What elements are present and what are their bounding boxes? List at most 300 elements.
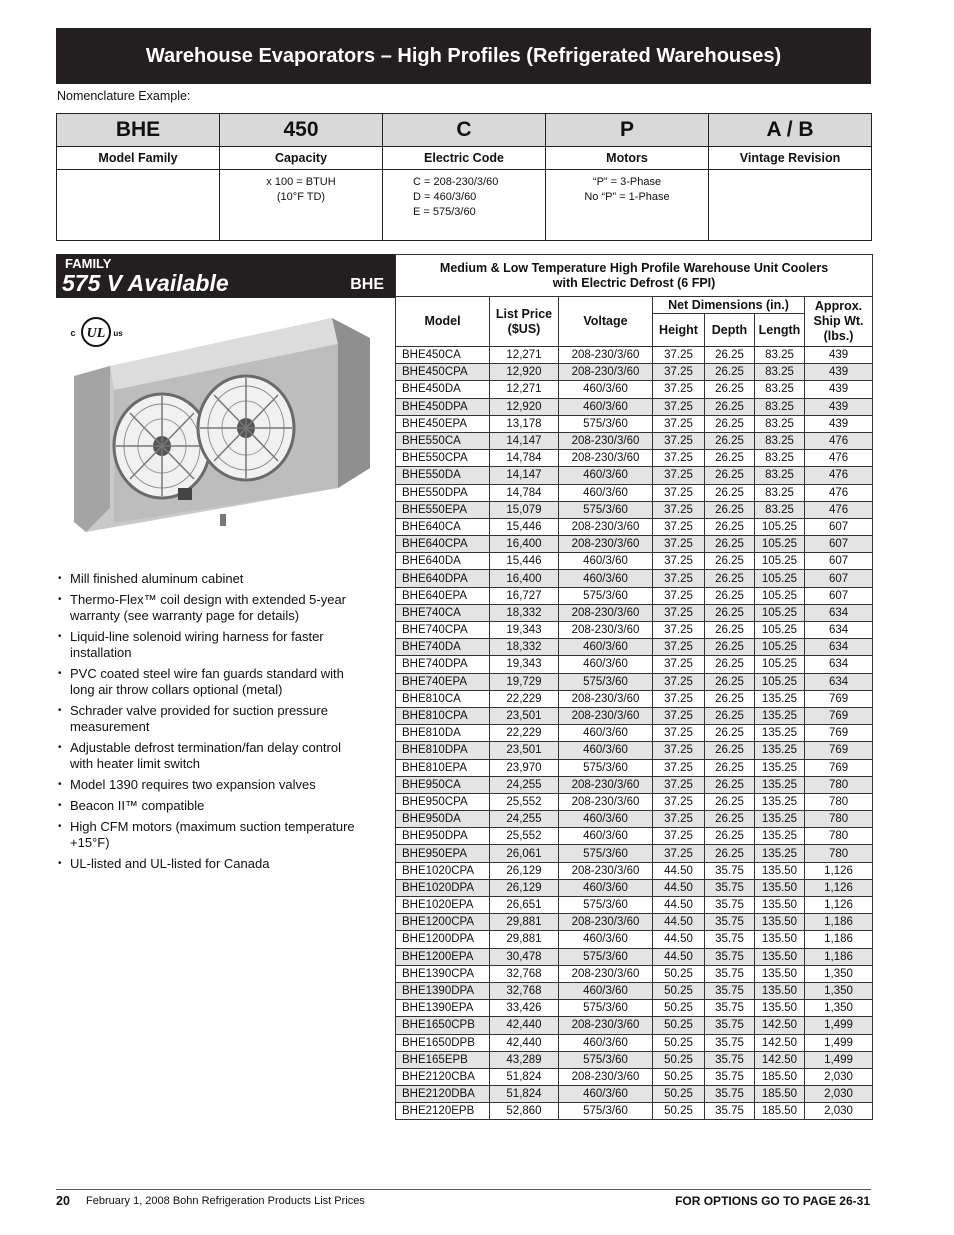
cell-depth: 26.25 <box>705 742 755 759</box>
cell-list-price: 22,229 <box>490 725 559 742</box>
feature-item: • Mill finished aluminum cabinet <box>56 571 366 587</box>
cell-ship-weight: 634 <box>805 673 873 690</box>
cell-ship-weight: 769 <box>805 759 873 776</box>
nomen-desc-vintage <box>709 170 872 241</box>
cell-ship-weight: 2,030 <box>805 1068 873 1085</box>
cell-model: BHE640EPA <box>396 587 490 604</box>
cell-length: 142.50 <box>755 1017 805 1034</box>
cell-voltage: 460/3/60 <box>559 381 653 398</box>
cell-voltage: 208-230/3/60 <box>559 776 653 793</box>
cell-ship-weight: 1,499 <box>805 1034 873 1051</box>
cell-length: 135.25 <box>755 811 805 828</box>
cell-height: 37.25 <box>653 398 705 415</box>
cell-list-price: 19,343 <box>490 656 559 673</box>
svg-text:c: c <box>70 328 76 338</box>
cell-model: BHE810CPA <box>396 707 490 724</box>
cell-model: BHE950EPA <box>396 845 490 862</box>
cell-length: 83.25 <box>755 364 805 381</box>
cell-model: BHE1200DPA <box>396 931 490 948</box>
cell-ship-weight: 769 <box>805 725 873 742</box>
cell-model: BHE1020EPA <box>396 897 490 914</box>
cell-depth: 26.25 <box>705 622 755 639</box>
cell-depth: 26.25 <box>705 776 755 793</box>
cell-height: 37.25 <box>653 364 705 381</box>
feature-item: • UL-listed and UL-listed for Canada <box>56 856 366 872</box>
cell-model: BHE1020CPA <box>396 862 490 879</box>
cell-height: 50.25 <box>653 1034 705 1051</box>
cell-height: 50.25 <box>653 982 705 999</box>
cell-model: BHE740EPA <box>396 673 490 690</box>
cell-depth: 35.75 <box>705 914 755 931</box>
feature-item: • Beacon II™ compatible <box>56 798 366 814</box>
cell-ship-weight: 439 <box>805 415 873 432</box>
cell-model: BHE810CA <box>396 690 490 707</box>
cell-list-price: 25,552 <box>490 828 559 845</box>
cell-list-price: 26,651 <box>490 897 559 914</box>
nomen-desc-motors <box>546 170 709 241</box>
cell-model: BHE950CA <box>396 776 490 793</box>
table-row <box>396 1051 873 1068</box>
cell-height: 50.25 <box>653 1103 705 1120</box>
cell-ship-weight: 607 <box>805 587 873 604</box>
cell-voltage: 460/3/60 <box>559 828 653 845</box>
cell-ship-weight: 769 <box>805 690 873 707</box>
cell-length: 135.50 <box>755 1000 805 1017</box>
table-row <box>396 622 873 639</box>
cell-length: 135.50 <box>755 914 805 931</box>
nomenclature-table <box>56 113 872 241</box>
cell-voltage: 575/3/60 <box>559 948 653 965</box>
cell-depth: 35.75 <box>705 1086 755 1103</box>
cell-depth: 35.75 <box>705 965 755 982</box>
cell-voltage: 208-230/3/60 <box>559 364 653 381</box>
cell-model: BHE550CA <box>396 432 490 449</box>
spec-table-caption <box>396 255 873 297</box>
cell-list-price: 51,824 <box>490 1068 559 1085</box>
cell-depth: 35.75 <box>705 1000 755 1017</box>
table-row <box>396 1034 873 1051</box>
cell-depth: 35.75 <box>705 879 755 896</box>
table-row <box>396 656 873 673</box>
cell-model: BHE450CA <box>396 347 490 364</box>
cell-depth: 35.75 <box>705 897 755 914</box>
feature-item: • PVC coated steel wire fan guards standard with long air throw collars optional (metal) <box>56 666 366 698</box>
cell-height: 37.25 <box>653 501 705 518</box>
cell-depth: 35.75 <box>705 862 755 879</box>
cell-model: BHE1390CPA <box>396 965 490 982</box>
cell-voltage: 460/3/60 <box>559 811 653 828</box>
cell-ship-weight: 1,126 <box>805 897 873 914</box>
nomen-code-electric: C <box>383 114 546 147</box>
cell-list-price: 14,784 <box>490 450 559 467</box>
table-row <box>396 553 873 570</box>
table-row <box>396 811 873 828</box>
cell-length: 135.50 <box>755 965 805 982</box>
cell-height: 37.25 <box>653 381 705 398</box>
cell-list-price: 51,824 <box>490 1086 559 1103</box>
cell-model: BHE550DPA <box>396 484 490 501</box>
cell-ship-weight: 780 <box>805 811 873 828</box>
cell-list-price: 16,400 <box>490 570 559 587</box>
cell-length: 135.25 <box>755 845 805 862</box>
nomen-name-vintage: Vintage Revision <box>709 147 872 170</box>
cell-list-price: 18,332 <box>490 639 559 656</box>
cell-length: 83.25 <box>755 381 805 398</box>
cell-length: 135.50 <box>755 982 805 999</box>
cell-ship-weight: 780 <box>805 776 873 793</box>
cell-list-price: 16,727 <box>490 587 559 604</box>
cell-length: 83.25 <box>755 347 805 364</box>
col-header-net-dimensions: Net Dimensions (in.) <box>653 297 805 314</box>
nomen-code-capacity: 450 <box>220 114 383 147</box>
cell-ship-weight: 607 <box>805 518 873 535</box>
cell-ship-weight: 476 <box>805 501 873 518</box>
table-row <box>396 518 873 535</box>
cell-list-price: 33,426 <box>490 1000 559 1017</box>
cell-model: BHE950DA <box>396 811 490 828</box>
cell-model: BHE640DA <box>396 553 490 570</box>
feature-item: • High CFM motors (maximum suction temperature +15°F) <box>56 819 366 851</box>
table-row <box>396 639 873 656</box>
cell-height: 37.25 <box>653 673 705 690</box>
cell-list-price: 26,061 <box>490 845 559 862</box>
cell-height: 50.25 <box>653 1051 705 1068</box>
cell-depth: 26.25 <box>705 690 755 707</box>
cell-length: 135.25 <box>755 725 805 742</box>
cell-list-price: 15,079 <box>490 501 559 518</box>
cell-height: 44.50 <box>653 931 705 948</box>
cell-list-price: 23,501 <box>490 742 559 759</box>
spec-table <box>395 254 873 1120</box>
cell-voltage: 208-230/3/60 <box>559 432 653 449</box>
cell-voltage: 575/3/60 <box>559 415 653 432</box>
cell-depth: 26.25 <box>705 604 755 621</box>
cell-length: 135.25 <box>755 707 805 724</box>
cell-height: 37.25 <box>653 450 705 467</box>
cell-depth: 26.25 <box>705 639 755 656</box>
cell-model: BHE950DPA <box>396 828 490 845</box>
nomen-desc-line: “P” = 3-Phase <box>592 176 662 188</box>
cell-list-price: 52,860 <box>490 1103 559 1120</box>
family-banner <box>56 254 395 298</box>
cell-list-price: 15,446 <box>490 553 559 570</box>
cell-list-price: 12,920 <box>490 398 559 415</box>
page-title: Warehouse Evaporators – High Profiles (Refrigerated Warehouses) <box>145 44 782 67</box>
cell-height: 37.25 <box>653 604 705 621</box>
cell-ship-weight: 1,350 <box>805 982 873 999</box>
cell-ship-weight: 607 <box>805 570 873 587</box>
cell-list-price: 29,881 <box>490 914 559 931</box>
cell-list-price: 42,440 <box>490 1034 559 1051</box>
cell-ship-weight: 1,499 <box>805 1017 873 1034</box>
cell-model: BHE450CPA <box>396 364 490 381</box>
cell-height: 37.25 <box>653 432 705 449</box>
cell-length: 105.25 <box>755 570 805 587</box>
cell-length: 83.25 <box>755 501 805 518</box>
cell-depth: 26.25 <box>705 501 755 518</box>
cell-length: 83.25 <box>755 415 805 432</box>
cell-ship-weight: 476 <box>805 484 873 501</box>
cell-depth: 26.25 <box>705 518 755 535</box>
cell-height: 37.25 <box>653 622 705 639</box>
cell-list-price: 12,271 <box>490 381 559 398</box>
cell-model: BHE1200EPA <box>396 948 490 965</box>
cell-ship-weight: 439 <box>805 381 873 398</box>
cell-depth: 35.75 <box>705 1068 755 1085</box>
nomen-desc-electric <box>383 170 546 241</box>
cell-ship-weight: 634 <box>805 656 873 673</box>
cell-model: BHE2120EPB <box>396 1103 490 1120</box>
table-row <box>396 879 873 896</box>
cell-voltage: 460/3/60 <box>559 725 653 742</box>
table-row <box>396 776 873 793</box>
cell-depth: 26.25 <box>705 484 755 501</box>
table-row <box>396 742 873 759</box>
cell-length: 105.25 <box>755 673 805 690</box>
cell-ship-weight: 1,186 <box>805 948 873 965</box>
cell-height: 37.25 <box>653 707 705 724</box>
cell-height: 50.25 <box>653 1017 705 1034</box>
cell-list-price: 14,147 <box>490 432 559 449</box>
cell-ship-weight: 439 <box>805 398 873 415</box>
footer-text: February 1, 2008 Bohn Refrigeration Products List Prices <box>86 1195 365 1207</box>
cell-height: 37.25 <box>653 828 705 845</box>
svg-text:UL: UL <box>86 326 106 341</box>
cell-list-price: 30,478 <box>490 948 559 965</box>
cell-depth: 26.25 <box>705 656 755 673</box>
nomen-desc-family <box>57 170 220 241</box>
cell-model: BHE1650DPB <box>396 1034 490 1051</box>
cell-height: 37.25 <box>653 811 705 828</box>
nomen-code-vintage: A / B <box>709 114 872 147</box>
cell-height: 37.25 <box>653 759 705 776</box>
cell-length: 105.25 <box>755 518 805 535</box>
cell-ship-weight: 607 <box>805 536 873 553</box>
cell-list-price: 25,552 <box>490 793 559 810</box>
cell-depth: 26.25 <box>705 811 755 828</box>
nomen-desc-line: E = 575/3/60 <box>413 206 476 218</box>
cell-voltage: 575/3/60 <box>559 1103 653 1120</box>
cell-model: BHE450DA <box>396 381 490 398</box>
cell-ship-weight: 1,186 <box>805 931 873 948</box>
cell-model: BHE810EPA <box>396 759 490 776</box>
nomen-desc-line: No “P” = 1-Phase <box>584 191 670 203</box>
cell-depth: 26.25 <box>705 845 755 862</box>
cell-list-price: 23,501 <box>490 707 559 724</box>
cell-voltage: 460/3/60 <box>559 484 653 501</box>
cell-length: 105.25 <box>755 536 805 553</box>
cell-depth: 26.25 <box>705 725 755 742</box>
cell-list-price: 16,400 <box>490 536 559 553</box>
cell-height: 37.25 <box>653 484 705 501</box>
cell-voltage: 575/3/60 <box>559 501 653 518</box>
cell-length: 135.25 <box>755 742 805 759</box>
col-header-model: Model <box>396 297 490 347</box>
cell-ship-weight: 1,126 <box>805 862 873 879</box>
cell-height: 37.25 <box>653 725 705 742</box>
nomen-desc-line: C = 208-230/3/60 <box>413 176 499 188</box>
cell-voltage: 460/3/60 <box>559 1086 653 1103</box>
cell-height: 37.25 <box>653 793 705 810</box>
cell-length: 135.50 <box>755 862 805 879</box>
cell-length: 105.25 <box>755 622 805 639</box>
table-row <box>396 897 873 914</box>
cell-length: 135.50 <box>755 879 805 896</box>
cell-model: BHE950CPA <box>396 793 490 810</box>
cell-model: BHE640CA <box>396 518 490 535</box>
nomen-name-motors: Motors <box>546 147 709 170</box>
cell-ship-weight: 2,030 <box>805 1086 873 1103</box>
cell-depth: 26.25 <box>705 553 755 570</box>
cell-height: 44.50 <box>653 879 705 896</box>
table-row <box>396 862 873 879</box>
cell-voltage: 575/3/60 <box>559 845 653 862</box>
cell-ship-weight: 1,350 <box>805 965 873 982</box>
table-row <box>396 965 873 982</box>
cell-list-price: 26,129 <box>490 879 559 896</box>
table-row <box>396 828 873 845</box>
cell-length: 105.25 <box>755 656 805 673</box>
table-row <box>396 604 873 621</box>
cell-length: 105.25 <box>755 639 805 656</box>
cell-model: BHE810DPA <box>396 742 490 759</box>
nomen-name-electric: Electric Code <box>383 147 546 170</box>
cell-length: 142.50 <box>755 1034 805 1051</box>
cell-length: 105.25 <box>755 604 805 621</box>
cell-depth: 26.25 <box>705 536 755 553</box>
cell-voltage: 208-230/3/60 <box>559 914 653 931</box>
cell-length: 135.25 <box>755 690 805 707</box>
cell-model: BHE550DA <box>396 467 490 484</box>
nomen-code-motors: P <box>546 114 709 147</box>
cell-model: BHE1650CPB <box>396 1017 490 1034</box>
cell-depth: 35.75 <box>705 948 755 965</box>
table-row <box>396 1086 873 1103</box>
cell-length: 135.50 <box>755 931 805 948</box>
nomen-desc-line: (10°F TD) <box>276 191 326 203</box>
cell-length: 105.25 <box>755 587 805 604</box>
table-row <box>396 982 873 999</box>
cell-ship-weight: 476 <box>805 467 873 484</box>
nomenclature-label: Nomenclature Example: <box>57 89 191 103</box>
caption-line: with Electric Defrost (6 FPI) <box>552 275 716 290</box>
cell-length: 83.25 <box>755 484 805 501</box>
cell-depth: 26.25 <box>705 347 755 364</box>
nomen-desc-capacity <box>220 170 383 241</box>
cell-voltage: 575/3/60 <box>559 673 653 690</box>
cell-voltage: 208-230/3/60 <box>559 965 653 982</box>
cell-model: BHE450EPA <box>396 415 490 432</box>
cell-model: BHE740DA <box>396 639 490 656</box>
cell-list-price: 14,147 <box>490 467 559 484</box>
cell-height: 37.25 <box>653 742 705 759</box>
cell-model: BHE1390DPA <box>396 982 490 999</box>
table-row <box>396 931 873 948</box>
cell-list-price: 23,970 <box>490 759 559 776</box>
cell-ship-weight: 2,030 <box>805 1103 873 1120</box>
cell-length: 185.50 <box>755 1068 805 1085</box>
cell-ship-weight: 1,350 <box>805 1000 873 1017</box>
cell-height: 37.25 <box>653 467 705 484</box>
table-row <box>396 725 873 742</box>
family-title: 575 V Available <box>62 270 229 296</box>
ul-listed-logo <box>68 316 124 348</box>
cell-list-price: 32,768 <box>490 965 559 982</box>
table-row <box>396 450 873 467</box>
table-row <box>396 1068 873 1085</box>
cell-ship-weight: 780 <box>805 828 873 845</box>
nomen-name-capacity: Capacity <box>220 147 383 170</box>
cell-ship-weight: 780 <box>805 845 873 862</box>
table-row <box>396 347 873 364</box>
table-row <box>396 845 873 862</box>
footer-divider <box>56 1189 871 1190</box>
cell-depth: 35.75 <box>705 1017 755 1034</box>
cell-ship-weight: 780 <box>805 793 873 810</box>
col-header-height: Height <box>653 314 705 347</box>
cell-ship-weight: 476 <box>805 432 873 449</box>
cell-length: 105.25 <box>755 553 805 570</box>
cell-depth: 35.75 <box>705 1034 755 1051</box>
cell-model: BHE1200CPA <box>396 914 490 931</box>
table-row <box>396 759 873 776</box>
cell-list-price: 22,229 <box>490 690 559 707</box>
cell-length: 135.25 <box>755 759 805 776</box>
cell-list-price: 43,289 <box>490 1051 559 1068</box>
col-header-ship-weight: Approx. Ship Wt. (lbs.) <box>805 297 873 347</box>
cell-model: BHE740DPA <box>396 656 490 673</box>
cell-voltage: 460/3/60 <box>559 931 653 948</box>
cell-model: BHE740CA <box>396 604 490 621</box>
feature-item: • Schrader valve provided for suction pressure measurement <box>56 703 366 735</box>
cell-voltage: 460/3/60 <box>559 879 653 896</box>
cell-voltage: 575/3/60 <box>559 759 653 776</box>
page-title-bar <box>56 28 871 84</box>
cell-height: 37.25 <box>653 587 705 604</box>
cell-voltage: 208-230/3/60 <box>559 347 653 364</box>
table-row <box>396 673 873 690</box>
cell-list-price: 14,784 <box>490 484 559 501</box>
nomen-code-family: BHE <box>57 114 220 147</box>
nomen-name-family: Model Family <box>57 147 220 170</box>
feature-item: • Model 1390 requires two expansion valves <box>56 777 366 793</box>
cell-ship-weight: 1,499 <box>805 1051 873 1068</box>
feature-list <box>56 571 366 877</box>
cell-height: 37.25 <box>653 845 705 862</box>
cell-depth: 26.25 <box>705 432 755 449</box>
table-row <box>396 484 873 501</box>
cell-length: 135.25 <box>755 828 805 845</box>
cell-depth: 26.25 <box>705 450 755 467</box>
cell-list-price: 26,129 <box>490 862 559 879</box>
col-header-length: Length <box>755 314 805 347</box>
cell-model: BHE810DA <box>396 725 490 742</box>
cell-model: BHE450DPA <box>396 398 490 415</box>
cell-voltage: 208-230/3/60 <box>559 1068 653 1085</box>
feature-item: • Adjustable defrost termination/fan delay control with heater limit switch <box>56 740 366 772</box>
cell-depth: 26.25 <box>705 707 755 724</box>
cell-voltage: 208-230/3/60 <box>559 793 653 810</box>
family-code: BHE <box>350 276 384 293</box>
table-row <box>396 707 873 724</box>
cell-height: 37.25 <box>653 776 705 793</box>
cell-depth: 26.25 <box>705 381 755 398</box>
cell-voltage: 208-230/3/60 <box>559 604 653 621</box>
cell-voltage: 208-230/3/60 <box>559 450 653 467</box>
cell-depth: 26.25 <box>705 364 755 381</box>
family-label: FAMILY <box>65 256 112 271</box>
cell-voltage: 208-230/3/60 <box>559 536 653 553</box>
